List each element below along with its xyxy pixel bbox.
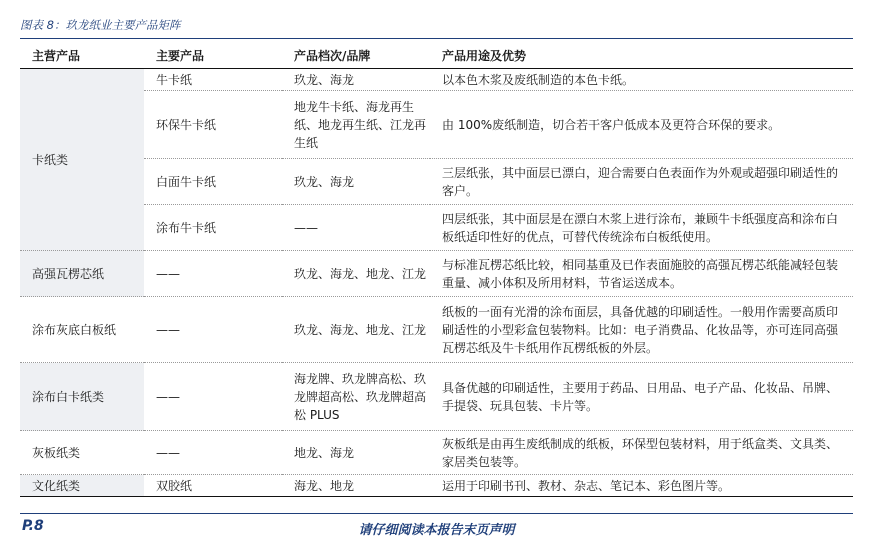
group-cell: 高强瓦楞芯纸 (20, 251, 144, 297)
group-cell: 灰板纸类 (20, 431, 144, 475)
table-row (20, 475, 853, 497)
brand-cell: 海龙牌、玖龙牌高松、玖龙牌超高松、玖龙牌超高松 PLUS (282, 363, 430, 431)
usage-cell: 四层纸张，其中面层是在漂白木浆上进行涂布，兼顾牛卡纸强度高和涂布白板纸适印性好的优点，可替代传统涂布白板纸使用。 (430, 205, 853, 251)
product-cell: —— (144, 431, 282, 475)
brand-cell: 海龙、地龙 (282, 475, 430, 497)
group-cell: 涂布白卡纸类 (20, 363, 144, 431)
figure-caption: 图表 8：玖龙纸业主要产品矩阵 (20, 18, 181, 32)
table-row (20, 205, 853, 251)
table-row (20, 91, 853, 159)
header-main-product: 主要产品 (144, 44, 282, 69)
table-row (20, 297, 853, 363)
usage-cell: 灰板纸是由再生废纸制成的纸板，环保型包装材料，用于纸盒类、文具类、家居类包装等。 (430, 431, 853, 475)
brand-cell: 玖龙、海龙、地龙、江龙 (282, 251, 430, 297)
table-row (20, 363, 853, 431)
product-cell: —— (144, 297, 282, 363)
header-main-business: 主营产品 (20, 44, 144, 69)
product-cell: —— (144, 251, 282, 297)
header-brand: 产品档次/品牌 (282, 44, 430, 69)
group-cell: 涂布灰底白板纸 (20, 297, 144, 363)
group-cell: 卡纸类 (20, 69, 144, 251)
product-matrix-table (20, 44, 853, 497)
page-number: P.8 (22, 518, 44, 534)
brand-cell: 玖龙、海龙 (282, 159, 430, 205)
usage-cell: 以本色木浆及废纸制造的本色卡纸。 (430, 69, 853, 91)
table-row (20, 69, 853, 91)
brand-cell: —— (282, 205, 430, 251)
footer-disclaimer: 请仔细阅读本报告末页声明 (358, 523, 515, 538)
product-cell: 涂布牛卡纸 (144, 205, 282, 251)
footer-rule (20, 513, 853, 514)
product-cell: 环保牛卡纸 (144, 91, 282, 159)
product-cell: 牛卡纸 (144, 69, 282, 91)
table-header-row (20, 44, 853, 69)
brand-cell: 地龙、海龙 (282, 431, 430, 475)
usage-cell: 运用于印刷书刊、教材、杂志、笔记本、彩色图片等。 (430, 475, 853, 497)
brand-cell: 玖龙、海龙 (282, 69, 430, 91)
brand-cell: 地龙牛卡纸、海龙再生纸、地龙再生纸、江龙再生纸 (282, 91, 430, 159)
usage-cell: 由 100%废纸制造，切合若干客户低成本及更符合环保的要求。 (430, 91, 853, 159)
product-cell: —— (144, 363, 282, 431)
header-usage: 产品用途及优势 (430, 44, 853, 69)
table-row (20, 159, 853, 205)
table-row (20, 251, 853, 297)
usage-cell: 与标准瓦楞芯纸比较，相同基重及已作表面施胶的高强瓦楞芯纸能减轻包装重量、减小体积及所用材料，节省运送成本。 (430, 251, 853, 297)
usage-cell: 具备优越的印刷适性，主要用于药品、日用品、电子产品、化妆品、吊牌、手提袋、玩具包装、卡片等。 (430, 363, 853, 431)
brand-cell: 玖龙、海龙、地龙、江龙 (282, 297, 430, 363)
caption-rule (20, 38, 853, 39)
table-row (20, 431, 853, 475)
group-cell: 文化纸类 (20, 475, 144, 497)
usage-cell: 三层纸张，其中面层已漂白，迎合需要白色表面作为外观或超强印刷适性的客户。 (430, 159, 853, 205)
product-cell: 白面牛卡纸 (144, 159, 282, 205)
usage-cell: 纸板的一面有光滑的涂布面层，具备优越的印刷适性。一般用作需要高质印刷适性的小型彩盒包装物料。比如：电子消费品、化妆品等，亦可连同高强瓦楞芯纸及牛卡纸用作瓦楞纸板的外层。 (430, 297, 853, 363)
product-cell: 双胶纸 (144, 475, 282, 497)
